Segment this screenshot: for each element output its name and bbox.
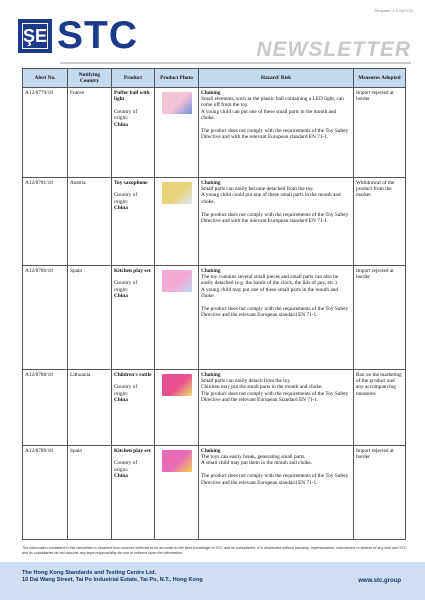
product-photo (162, 92, 192, 114)
table-row (23, 88, 406, 178)
stc-logo-mark: ŞE (18, 19, 52, 53)
origin-country: China (114, 293, 128, 300)
origin-country: China (114, 121, 128, 128)
measures-adopted: Withdrawal of the product from the market (354, 178, 406, 266)
product-cell (112, 446, 155, 540)
origin-label: Country of origin: (114, 192, 138, 205)
notifying-country: Austria (68, 178, 112, 266)
risk-text: Small parts can easily detach from the toy. Children may put the small parts in the mouth and choke. The product does not comply with the requirements of the Toy Safety Directive and the relevant European Standard EN 71-1. (201, 377, 349, 404)
risk-text: Small elements, such as the plastic ball containing a LED light, can come off from the toy. A young child can put one of these small parts in the mouth and choke. (201, 95, 344, 122)
newsletter-header (0, 0, 425, 70)
product-cell (112, 370, 155, 446)
alert-no: A12/0788/18 (23, 370, 68, 446)
risk-text: The product does not comply with the requirements of the Toy Safety Directive and with the relevant European standard EN 71-1. (201, 127, 349, 141)
header-divider (60, 62, 411, 64)
stc-logo-text: STC (57, 14, 138, 57)
origin-country: China (114, 397, 128, 404)
risk-title: Choking (201, 89, 221, 96)
website-link[interactable]: www.stc.group (358, 578, 401, 584)
photo-cell (155, 266, 199, 370)
header-measures-adopted: Measures Adopted (354, 69, 406, 88)
alert-no: A12/0789/18 (23, 446, 68, 540)
product-name: Kitchen play set (114, 447, 151, 454)
risk-title: Choking (201, 267, 221, 274)
newsletter-title: NEWSLETTER (256, 38, 411, 61)
alert-no: A12/0781/18 (23, 178, 68, 266)
company-address: 10 Dai Wang Street, Tai Po Industrial Estate, Tai Po, N.T., Hong Kong (22, 577, 203, 584)
company-block (22, 570, 203, 585)
origin-label: Country of origin: (114, 460, 138, 473)
measures-adopted: Import rejected at border (354, 446, 406, 540)
photo-cell (155, 446, 199, 540)
product-photo (162, 182, 192, 204)
risk-title: Choking (201, 447, 221, 454)
risk-title: Choking (201, 371, 221, 378)
photo-cell (155, 178, 199, 266)
origin-label: Country of origin: (114, 108, 138, 122)
product-cell (112, 88, 155, 178)
disclaimer: The information contained in this newsletter is obtained from sources believed to be accurate to the best knowledge of STC and its subsidiaries. It is distributed without warranty, representation, inducement or license of any kind and STC and its subsidiaries do not assume any legal responsibility for use or reliance upon the information. (22, 546, 407, 555)
table-row (23, 178, 406, 266)
product-photo (162, 374, 192, 396)
notifying-country: Spain (68, 266, 112, 370)
photo-cell (155, 88, 199, 178)
hazard-cell (199, 178, 354, 266)
table-row (23, 370, 406, 446)
risk-text: The product does not comply with the requirements of the Toy Safety Directive and with the relevant European standard EN 71-1. (201, 211, 349, 224)
risk-text: The toy contains several small pieces and small parts can also be easily detached (e.g. the hands of the clock, the lids of jars, etc.) A young child may put one of these small parts in the mouth and choke. (201, 273, 339, 300)
product-name: Toy saxophone (114, 179, 148, 186)
table-row (23, 266, 406, 370)
risk-text: The product does not comply with the requirements of the Toy Safety Directive and the relevant European standard EN 71-1. (201, 305, 349, 319)
table-row (23, 446, 406, 540)
measures-adopted: Import rejected at border (354, 266, 406, 370)
risk-text: The product does not comply with the requirements of the Toy Safety Directive and the relevant European standard EN 71-1. (201, 473, 349, 486)
measures-adopted: Ban on the marketing of the product and any accompanying measures (354, 370, 406, 446)
risk-title: Choking (201, 179, 221, 186)
product-name: Puffer ball with light (114, 89, 150, 102)
product-name: Kitchen play set (114, 267, 151, 274)
issue-tag: Template: 1.0 05/TCD (374, 8, 413, 13)
product-photo (162, 270, 192, 292)
table-header-row (23, 69, 406, 88)
header-hazard-risk: Hazard/ Risk (199, 69, 354, 88)
origin-label: Country of origin: (114, 280, 138, 293)
risk-text: The toys can easily break, generating small parts. A small child may put them in the mouth and choke. (201, 453, 313, 467)
notifying-country: France (68, 88, 112, 178)
product-cell (112, 178, 155, 266)
stc-logo (18, 14, 138, 57)
notifying-country: Lithuania (68, 370, 112, 446)
hazard-cell (199, 88, 354, 178)
company-name: The Hong Kong Standards and Testing Centre Ltd. (22, 570, 157, 576)
alert-no: A12/0786/18 (23, 266, 68, 370)
alert-no: A12/0779/18 (23, 88, 68, 178)
header-product-photo: Product Photo (155, 69, 199, 88)
hazard-cell (199, 266, 354, 370)
product-cell (112, 266, 155, 370)
origin-label: Country of origin: (114, 384, 138, 397)
origin-country: China (114, 473, 128, 480)
product-name: Children's rattle (114, 371, 152, 378)
origin-country: China (114, 205, 128, 212)
notifying-country: Spain (68, 446, 112, 540)
header-product: Product (112, 69, 155, 88)
measures-adopted: Import rejected at border (354, 88, 406, 178)
risk-text: Small parts can easily become detached from the toy. A young child could put one of these small parts in the mouth and choke. (201, 185, 341, 205)
photo-cell (155, 370, 199, 446)
header-alert-no: Alert No. (23, 69, 68, 88)
header-notifying-country: Notifying Country (68, 69, 112, 88)
recall-table (22, 68, 406, 540)
product-photo (162, 450, 192, 472)
hazard-cell (199, 446, 354, 540)
hazard-cell (199, 370, 354, 446)
